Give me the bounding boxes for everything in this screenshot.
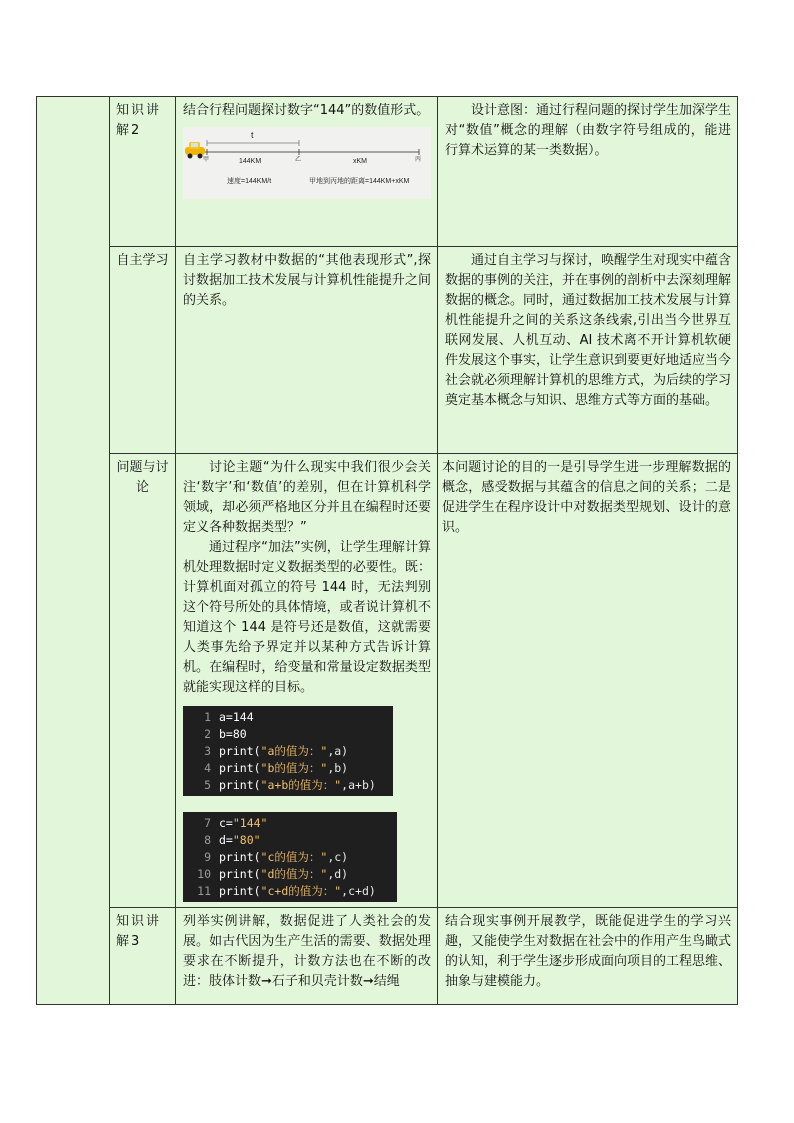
code-line: 5 print("a+b的值为：",a+b) xyxy=(204,778,376,792)
table-row xyxy=(37,454,738,908)
code-line: 10 print("d的值为：",d) xyxy=(197,867,349,881)
row-label: 自主学习 xyxy=(110,247,176,454)
row-label: 知识讲解2 xyxy=(110,97,176,247)
row-content xyxy=(176,908,438,1005)
table-row xyxy=(37,247,738,454)
row-content xyxy=(176,247,438,454)
design-intent-cell xyxy=(438,97,738,247)
speed-label: 速度=144KM/t xyxy=(227,178,272,185)
code-line: 2 b=80 xyxy=(204,727,247,741)
design-intent-text: 本问题讨论的目的一是引导学生进一步理解数据的概念，感受数据与其蕴含的信息之间的关系；二是促进学生在程序设计中对数据类型规划、设计的意识。 xyxy=(442,460,731,535)
design-intent-text: 设计意图：通过行程问题的探讨学生加深学生对“数值”概念的理解（由数字符号组成的，能进行算术运算的某一类数据）。 xyxy=(445,103,732,158)
code-line: 4 print("b的值为：",b) xyxy=(204,761,349,775)
distance-label: 甲地到丙地的距离=144KM+xKM xyxy=(309,178,410,185)
code-line: 11 print("c+d的值为：",c+d) xyxy=(197,884,376,898)
discussion-topic-text: 讨论主题“为什么现实中我们很少会关注‘数字’和‘数值’的差别，但在计算机科学领域，却必须严格地区分并且在编程时还要定义各种数据类型？” xyxy=(183,460,431,535)
design-intent-cell xyxy=(438,454,738,908)
discussion-example-text: 通过程序“加法”实例，让学生理解计算机处理数据时定义数据类型的必要性。既：计算机面对孤立的符号 144 时，无法判别这个符号所处的具体情境，或者说计算机不知道这个 144 是符号还是数值，这就需要人类事先给予界定并以某种方式告诉计算机。在编程时，给变量和常量设定数据类型就能实现这样的目标。 xyxy=(183,540,431,695)
row-label: 问题与讨论 xyxy=(110,454,176,908)
content-text: 自主学习教材中数据的“其他表现形式”,探讨数据加工技术发展与计算机性能提升之间的关系。 xyxy=(183,253,431,308)
code-line: 3 print("a的值为：",a) xyxy=(204,744,349,758)
row-content xyxy=(176,454,438,908)
time-label: t xyxy=(251,130,254,140)
design-intent-cell xyxy=(438,247,738,454)
code-line: 1 a=144 xyxy=(204,710,254,724)
segment-2-label: xKM xyxy=(353,158,367,165)
row-label: 知识讲解3 xyxy=(110,908,176,1005)
stage-column-cell xyxy=(37,97,110,1005)
point-c-label: 丙 xyxy=(415,156,422,163)
design-intent-text: 结合现实事例开展教学，既能促进学生的学习兴趣，又能使学生对数据在社会中的作用产生鸟瞰式的认知，利于学生逐步形成面向项目的工程思维、抽象与建模能力。 xyxy=(445,914,732,989)
travel-diagram-svg xyxy=(183,127,431,199)
car-icon xyxy=(185,142,205,159)
row-content xyxy=(176,97,438,247)
code-block-numeric xyxy=(183,706,393,796)
design-intent-text: 通过自主学习与探讨，唤醒学生对现实中蕴含数据的事例的关注，并在事例的剖析中去深刻理解数据的概念。同时，通过数据加工技术发展与计算机性能提升之间的关系这条线索,引出当今世界互联网发展、人机互动、AI 技术离不开计算机软硬件发展这个事实，让学生意识到要更好地适应当今社会就必须理解计算机的思维方式，为后续的学习奠定基本概念与知识、思维方式等方面的基础。 xyxy=(445,253,732,408)
point-b-label: 乙 xyxy=(295,156,302,163)
table-row xyxy=(37,908,738,1005)
code-block-string xyxy=(183,812,397,902)
point-a-label: 甲 xyxy=(203,156,210,163)
content-text: 列举实例讲解，数据促进了人类社会的发展。如古代因为生产生活的需要、数据处理要求在不断提升，计数方法也在不断的改进：肢体计数➞石子和贝壳计数➞结绳 xyxy=(183,914,431,989)
design-intent-cell xyxy=(438,908,738,1005)
lesson-plan-table xyxy=(36,96,738,1005)
code-line: 8 d="80" xyxy=(204,833,261,847)
content-text: 结合行程问题探讨数字“144”的数值形式。 xyxy=(183,103,430,118)
code-line: 9 print("c的值为：",c) xyxy=(204,850,349,864)
travel-diagram xyxy=(183,127,431,199)
table-row xyxy=(37,97,738,247)
code-line: 7 c="144" xyxy=(204,816,268,830)
segment-1-label: 144KM xyxy=(239,158,262,165)
